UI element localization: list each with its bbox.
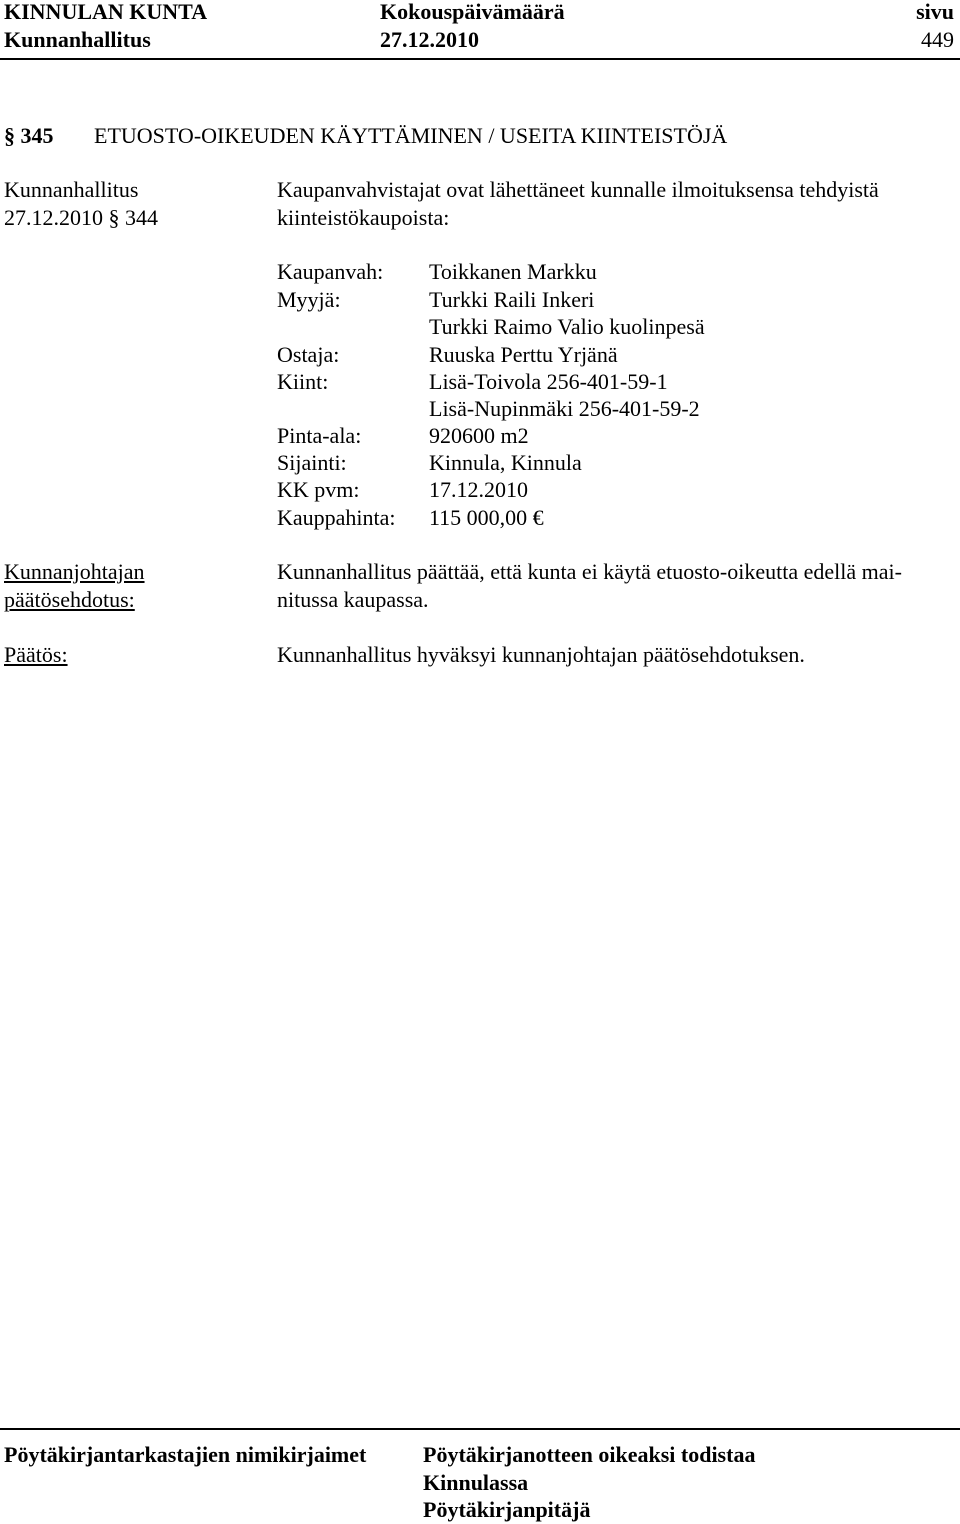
proposal-label-1: Kunnanjohtajan — [4, 559, 145, 584]
section-number: § 345 — [4, 123, 54, 148]
intro-line-1: Kaupanvahvistajat ovat lähettäneet kunnalle ilmoituksensa tehdyistä — [277, 177, 879, 202]
footer-initials-label: Pöytäkirjantarkastajien nimikirjaimet — [4, 1442, 367, 1467]
myyja-value-2: Turkki Raimo Valio kuolinpesä — [429, 314, 705, 339]
footer-rule — [0, 1428, 960, 1430]
proposal-label-2: päätösehdotus: — [4, 587, 135, 612]
reference-date: 27.12.2010 § 344 — [4, 205, 158, 230]
header-date: 27.12.2010 — [380, 27, 479, 52]
decision-text: Kunnanhallitus hyväksyi kunnanjohtajan päätösehdotuksen. — [277, 642, 805, 667]
myyja-label: Myyjä: — [277, 287, 341, 312]
sijainti-label: Sijainti: — [277, 450, 347, 475]
ostaja-value: Ruuska Perttu Yrjänä — [429, 342, 618, 367]
kaupanvah-value: Toikkanen Markku — [429, 259, 597, 284]
header-body: Kunnanhallitus — [4, 27, 151, 52]
myyja-value-1: Turkki Raili Inkeri — [429, 287, 595, 312]
header-page-label: sivu — [916, 0, 954, 24]
ostaja-label: Ostaja: — [277, 342, 340, 367]
header-date-label: Kokouspäivämäärä — [380, 0, 565, 24]
footer-secretary-label: Pöytäkirjanpitäjä — [423, 1497, 591, 1522]
proposal-text-1: Kunnanhallitus päättää, että kunta ei käytä etuosto-oikeutta edellä mai- — [277, 559, 902, 584]
sijainti-value: Kinnula, Kinnula — [429, 450, 582, 475]
footer-place: Kinnulassa — [423, 1470, 529, 1495]
header-org: KINNULAN KUNTA — [4, 0, 208, 24]
kiint-value-2: Lisä-Nupinmäki 256-401-59-2 — [429, 396, 700, 421]
pinta-ala-value: 920600 m2 — [429, 423, 529, 448]
kiint-label: Kiint: — [277, 369, 329, 394]
kaupanvah-label: Kaupanvah: — [277, 259, 384, 284]
kauppahinta-label: Kauppahinta: — [277, 505, 396, 530]
footer-certify-label: Pöytäkirjanotteen oikeaksi todistaa — [423, 1442, 756, 1467]
decision-label: Päätös: — [4, 642, 68, 667]
reference-body: Kunnanhallitus — [4, 177, 139, 202]
pinta-ala-label: Pinta-ala: — [277, 423, 362, 448]
proposal-text-2: nitussa kaupassa. — [277, 587, 429, 612]
header-page-number: 449 — [921, 27, 954, 52]
header-rule — [0, 58, 960, 60]
kauppahinta-value: 115 000,00 € — [429, 505, 544, 530]
kk-pvm-label: KK pvm: — [277, 477, 360, 502]
kk-pvm-value: 17.12.2010 — [429, 477, 528, 502]
kiint-value-1: Lisä-Toivola 256-401-59-1 — [429, 369, 668, 394]
section-title: ETUOSTO-OIKEUDEN KÄYTTÄMINEN / USEITA KIINTEISTÖJÄ — [94, 123, 728, 148]
intro-line-2: kiinteistökaupoista: — [277, 205, 450, 230]
